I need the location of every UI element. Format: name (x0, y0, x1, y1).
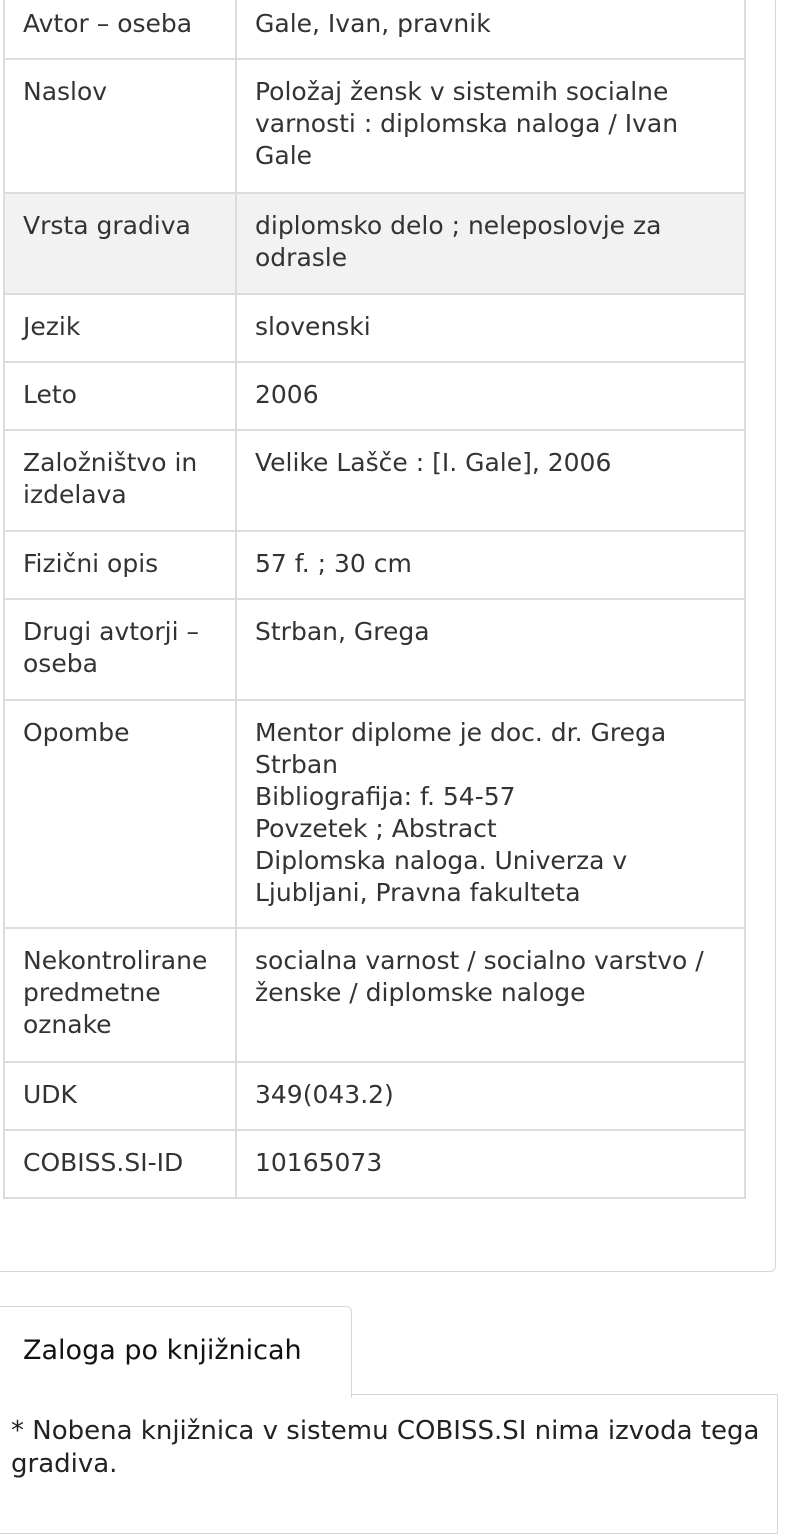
row-label: Založništvo in izdelava (4, 430, 236, 531)
table-row (4, 700, 745, 928)
row-value: Položaj žensk v sistemih socialne varnosti : diplomska naloga / Ivan Gale (236, 59, 745, 193)
table-row (4, 1130, 745, 1198)
table-row (4, 1062, 745, 1130)
row-value: 10165073 (236, 1130, 745, 1198)
row-value: Strban, Grega (236, 599, 745, 700)
table-row (4, 0, 745, 59)
row-label: Naslov (4, 59, 236, 193)
table-row (4, 928, 745, 1062)
record-table (3, 0, 746, 1199)
table-row (4, 59, 745, 193)
tab-holdings-label: Zaloga po knjižnicah (23, 1335, 302, 1366)
table-row (4, 193, 745, 294)
holdings-panel (0, 1394, 778, 1534)
row-label: COBISS.SI-ID (4, 1130, 236, 1198)
row-value: 2006 (236, 362, 745, 430)
row-label: Drugi avtorji – oseba (4, 599, 236, 700)
row-value: Velike Lašče : [I. Gale], 2006 (236, 430, 745, 531)
row-label: Fizični opis (4, 531, 236, 599)
row-label: Avtor – oseba (4, 0, 236, 59)
row-label: Opombe (4, 700, 236, 928)
table-row (4, 531, 745, 599)
row-value: 57 f. ; 30 cm (236, 531, 745, 599)
row-label: UDK (4, 1062, 236, 1130)
holdings-note: * Nobena knjižnica v sistemu COBISS.SI nima izvoda tega gradiva. (11, 1416, 760, 1479)
row-value: slovenski (236, 294, 745, 362)
row-value: Gale, Ivan, pravnik (236, 0, 745, 59)
row-label: Nekontrolirane predmetne oznake (4, 928, 236, 1062)
table-row (4, 430, 745, 531)
table-row (4, 294, 745, 362)
row-label: Leto (4, 362, 236, 430)
row-value: diplomsko delo ; neleposlovje za odrasle (236, 193, 745, 294)
row-value: socialna varnost / socialno varstvo / ženske / diplomske naloge (236, 928, 745, 1062)
tab-holdings[interactable] (0, 1306, 352, 1398)
row-label: Vrsta gradiva (4, 193, 236, 294)
row-value: 349(043.2) (236, 1062, 745, 1130)
row-value: Mentor diplome je doc. dr. Grega Strban Bibliografija: f. 54-57 Povzetek ; Abstract Diplomska naloga. Univerza v Ljubljani, Pravna fakulteta (236, 700, 745, 928)
table-row (4, 599, 745, 700)
row-label: Jezik (4, 294, 236, 362)
table-row (4, 362, 745, 430)
